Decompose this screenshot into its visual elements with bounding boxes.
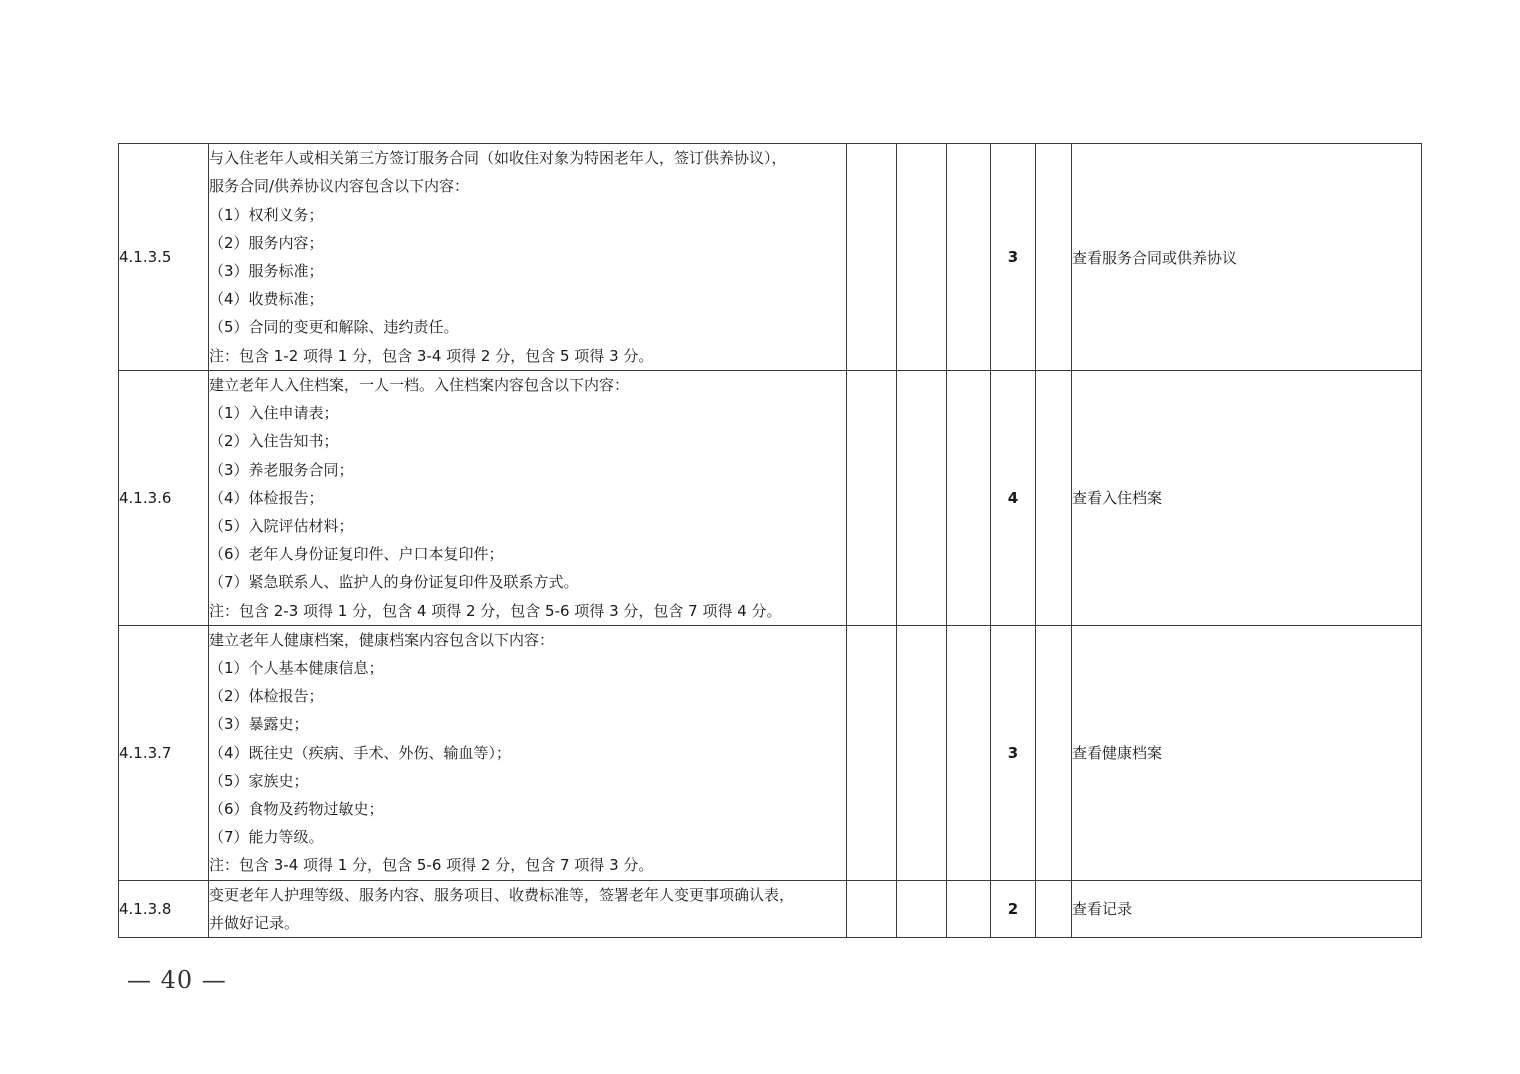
empty-cell: [1036, 625, 1072, 880]
content-line: （2）入住告知书；: [209, 432, 339, 451]
content-line: 注：包含 1-2 项得 1 分，包含 3-4 项得 2 分，包含 5 项得 3 分。: [209, 346, 654, 365]
content-line: 服务合同/供养协议内容包含以下内容：: [209, 177, 470, 196]
empty-cell: [947, 371, 991, 626]
item-score: 3: [991, 625, 1036, 880]
content-line: （5）家族史；: [209, 771, 309, 790]
empty-cell: [847, 144, 897, 371]
scoring-table: [118, 143, 1422, 938]
content-line: （2）体检报告；: [209, 687, 324, 706]
content-line: （5）入院评估材料；: [209, 517, 354, 536]
content-line: 并做好记录。: [209, 913, 300, 932]
check-method: 查看入住档案: [1072, 371, 1422, 626]
item-content: [209, 880, 847, 937]
check-method: 查看健康档案: [1072, 625, 1422, 880]
item-score: 4: [991, 371, 1036, 626]
table-row: [119, 371, 1422, 626]
content-line: 建立老年人健康档案，健康档案内容包含以下内容：: [209, 630, 555, 649]
empty-cell: [897, 625, 947, 880]
item-score: 3: [991, 144, 1036, 371]
item-code: 4.1.3.6: [119, 371, 209, 626]
empty-cell: [1036, 144, 1072, 371]
content-line: （1）个人基本健康信息；: [209, 659, 384, 678]
check-method: 查看记录: [1072, 880, 1422, 937]
content-line: （3）暴露史；: [209, 715, 309, 734]
empty-cell: [847, 880, 897, 937]
empty-cell: [947, 144, 991, 371]
content-line: 注：包含 2-3 项得 1 分，包含 4 项得 2 分，包含 5-6 项得 3 分，包含 7 项得 4 分。: [209, 601, 782, 620]
empty-cell: [1036, 371, 1072, 626]
content-line: 注：包含 3-4 项得 1 分，包含 5-6 项得 2 分，包含 7 项得 3 分。: [209, 856, 654, 875]
content-line: （5）合同的变更和解除、违约责任。: [209, 318, 459, 337]
empty-cell: [847, 371, 897, 626]
item-code: 4.1.3.5: [119, 144, 209, 371]
content-line: （4）体检报告；: [209, 488, 324, 507]
item-code: 4.1.3.8: [119, 880, 209, 937]
content-line: （1）权利义务；: [209, 205, 324, 224]
content-line: （3）服务标准；: [209, 262, 324, 280]
item-score: 2: [991, 880, 1036, 937]
empty-cell: [847, 625, 897, 880]
item-content: [209, 371, 847, 626]
check-method: 查看服务合同或供养协议: [1072, 144, 1422, 371]
content-line: （7）能力等级。: [209, 828, 324, 847]
table-row: [119, 144, 1422, 371]
empty-cell: [897, 880, 947, 937]
empty-cell: [897, 371, 947, 626]
content-line: （1）入住申请表；: [209, 404, 339, 423]
empty-cell: [947, 625, 991, 880]
empty-cell: [947, 880, 991, 937]
content-line: （3）养老服务合同；: [209, 460, 354, 479]
content-line: （4）既往史（疾病、手术、外伤、输血等）；: [209, 743, 512, 762]
item-content: [209, 625, 847, 880]
content-line: （2）服务内容；: [209, 233, 324, 252]
item-content: [209, 144, 847, 371]
content-line: 变更老年人护理等级、服务内容、服务项目、收费标准等，签署老年人变更事项确认表，: [209, 885, 795, 904]
content-line: （6）食物及药物过敏史；: [209, 800, 384, 819]
table-row: [119, 625, 1422, 880]
empty-cell: [1036, 880, 1072, 937]
content-line: 与入住老年人或相关第三方签订服务合同（如收住对象为特困老年人，签订供养协议），: [209, 149, 787, 168]
content-line: （6）老年人身份证复印件、户口本复印件；: [209, 545, 504, 564]
item-code: 4.1.3.7: [119, 625, 209, 880]
table-row: [119, 880, 1422, 937]
content-line: （7）紧急联系人、监护人的身份证复印件及联系方式。: [209, 573, 579, 592]
page-number: — 40 —: [127, 966, 227, 994]
content-line: 建立老年人入住档案，一人一档。入住档案内容包含以下内容：: [209, 376, 630, 394]
content-line: （4）收费标准；: [209, 290, 324, 309]
empty-cell: [897, 144, 947, 371]
